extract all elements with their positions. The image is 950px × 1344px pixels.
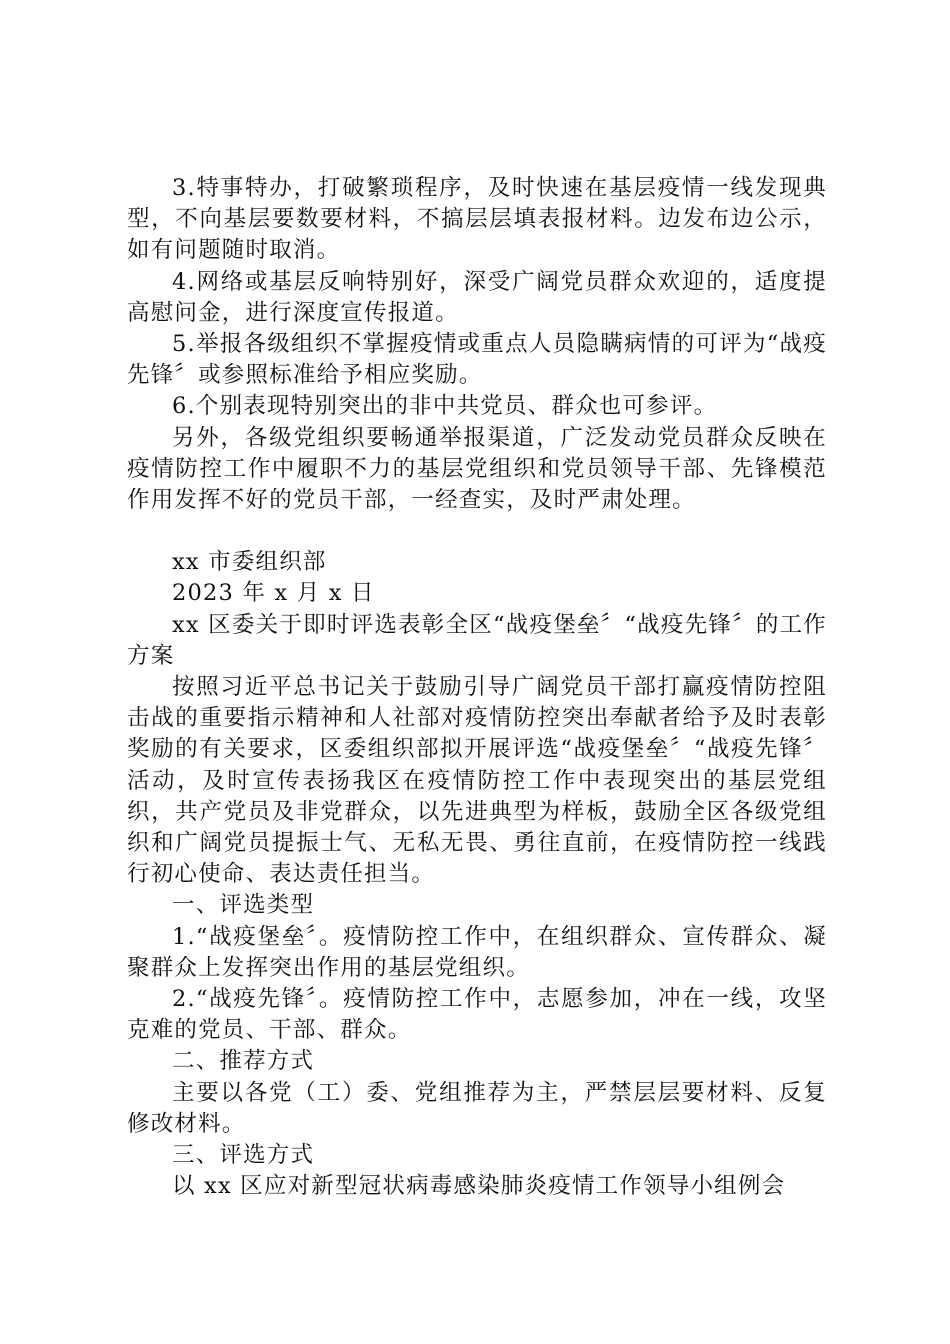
paragraph-item-4: 4.网络或基层反响特别好，深受广阔党员群众欢迎的，适度提高慰问金，进行深度宣传报道。: [127, 268, 827, 326]
plan-title: xx 区委关于即时评选表彰全区“战疫堡垒〞“战疫先锋〞的工作方案: [127, 611, 827, 669]
paragraph-item-6: 6.个别表现特别突出的非中共党员、群众也可参评。: [172, 393, 718, 420]
paragraph-additional: 另外，各级党组织要畅通举报渠道，广泛发动党员群众反映在疫情防控工作中履职不力的基层党组织和党员领导干部、先锋模范作用发挥不好的党员干部，一经查实，及时严肃处理。: [127, 424, 827, 514]
type-item-2: 2.“战疫先锋〞。疫情防控工作中，志愿参加，冲在一线，攻坚克难的党员、干部、群众。: [127, 986, 827, 1044]
section-heading-recommend: 二、推荐方式: [172, 1048, 315, 1075]
recommend-text: 主要以各党（工）委、党组推荐为主，严禁层层要材料、反复修改材料。: [127, 1079, 827, 1137]
section-heading-types: 一、评选类型: [172, 892, 315, 919]
document-body: [127, 173, 827, 1203]
signature-date: 2023 年 x 月 x 日: [172, 580, 375, 607]
blank-line: [127, 516, 827, 547]
signature-org: xx 市委组织部: [172, 549, 327, 576]
type-item-1: 1.“战疫堡垒〞。疫情防控工作中，在组织群众、宣传群众、凝聚群众上发挥突出作用的基层党组织。: [127, 923, 827, 981]
paragraph-item-3: 3.特事特办，打破繁琐程序，及时快速在基层疫情一线发现典型，不向基层要数要材料，不搞层层填表报材料。边发布边公示，如有问题随时取消。: [127, 175, 827, 264]
method-text: 以 xx 区应对新型冠状病毒感染肺炎疫情工作领导小组例会: [172, 1173, 786, 1200]
section-heading-method: 三、评选方式: [172, 1142, 315, 1169]
paragraph-item-5: 5.举报各级组织不掌握疫情或重点人员隐瞒病情的可评为“战疫先锋〞或参照标准给予相应奖励。: [127, 331, 827, 389]
plan-intro: 按照习近平总书记关于鼓励引导广阔党员干部打赢疫情防控阻击战的重要指示精神和人社部对疫情防控突出奉献者给予及时表彰奖励的有关要求，区委组织部拟开展评选“战疫堡垒〞“战疫先锋〞活动，及时宣传表扬我区在疫情防控工作中表现突出的基层党组织，共产党员及非党群众，以先进典型为样板，鼓励全区各级党组织和广阔党员提振士气、无私无畏、勇往直前，在疫情防控一线践行初心使命、表达责任担当。: [127, 674, 827, 888]
